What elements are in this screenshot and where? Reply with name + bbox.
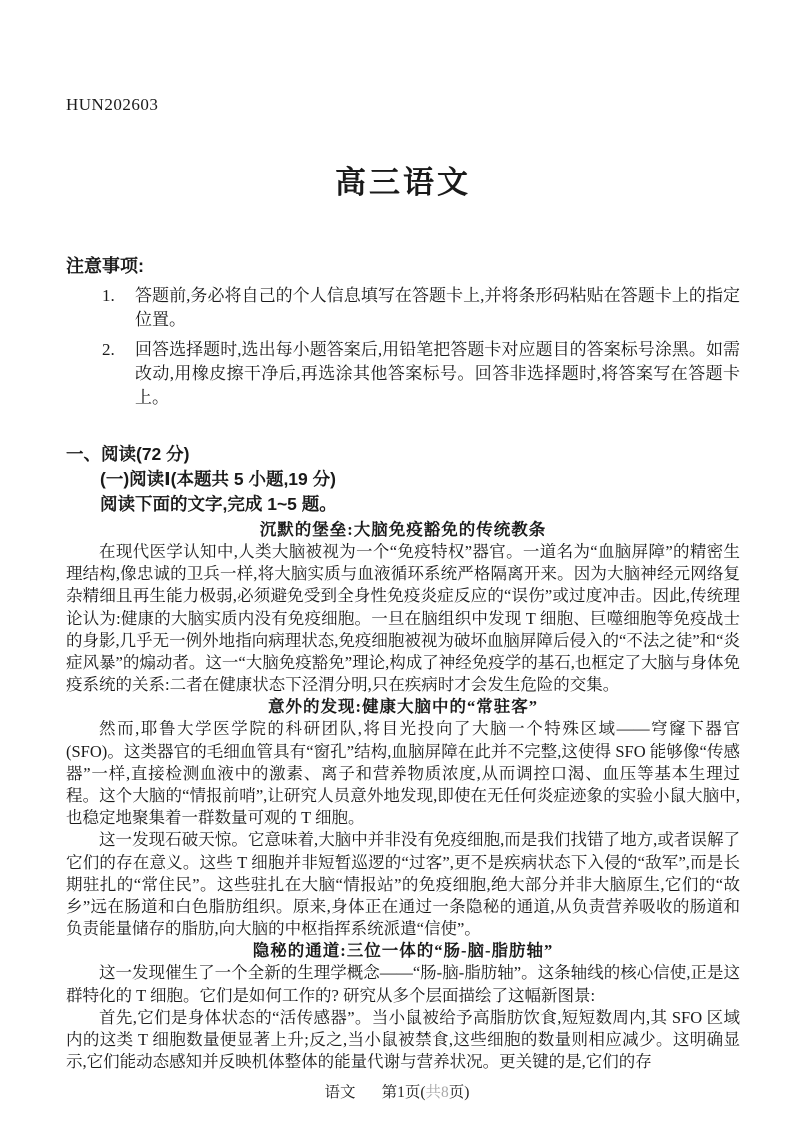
- part-heading: 一、阅读(72 分): [66, 444, 190, 464]
- subsection-heading: (一)阅读Ⅰ(本题共 5 小题,19 分): [100, 469, 336, 489]
- paper-code: HUN202603: [66, 95, 159, 114]
- notice-item-text: 回答选择题时,选出每小题答案后,用铅笔把答题卡对应题目的答案标号涂黑。如需改动,用橡皮擦干净后,再选涂其他答案标号。回答非选择题时,将答案写在答题卡上。: [135, 340, 740, 407]
- passage-paragraph: 然而,耶鲁大学医学院的科研团队,将目光投向了大脑一个特殊区域——穹窿下器官(SFO)。这类器官的毛细血管具有“窗孔”结构,血脑屏障在此并不完整,这使得 SFO 能够像“传感器”一样,直接检测血液中的激素、离子和营养物质浓度,从而调控口渴、血压等基本生理过程。这个大脑的“情报前哨”,让研究人员意外地发现,即使在无任何炎症迹象的实验小鼠大脑中,也稳定地聚集着一群数量可观的 T 细胞。: [66, 719, 740, 828]
- passage-heading: 隐秘的通道:三位一体的“肠-脑-脂肪轴”: [252, 941, 554, 961]
- reading-instruction: 阅读下面的文字,完成 1~5 题。: [100, 494, 337, 514]
- notice-item: [66, 284, 740, 332]
- footer-total-open: (: [420, 1084, 426, 1101]
- exam-title: 高三语文: [335, 165, 471, 200]
- footer-total-close: 页): [448, 1084, 470, 1101]
- notice-item-number: 2.: [102, 340, 115, 359]
- notice-item-text: 答题前,务必将自己的个人信息填写在答题卡上,并将条形码粘贴在答题卡上的指定位置。: [135, 286, 740, 329]
- passage-paragraph: 这一发现石破天惊。它意味着,大脑中并非没有免疫细胞,而是我们找错了地方,或者误解了它们的存在意义。这些 T 细胞并非短暂巡逻的“过客”,更不是疾病状态下入侵的“敌军”,而是长期驻扎的“常住民”。这些驻扎在大脑“情报站”的免疫细胞,绝大部分并非大脑原生,它们的“故乡”远在肠道和白色脂肪组织。原来,身体正在通过一条隐秘的通道,从负责营养吸收的肠道和负责能量储存的脂肪,向大脑的中枢指挥系统派遣“信使”。: [66, 830, 740, 939]
- passage-paragraph: 首先,它们是身体状态的“活传感器”。当小鼠被给予高脂肪饮食,短短数周内,其 SFO 区域内的这类 T 细胞数量便显著上升;反之,当小鼠被禁食,这些细胞的数量则相应减少。这明确显示,它们能动态感知并反映机体整体的能量代谢与营养状况。更关键的是,它们的存: [66, 1007, 740, 1072]
- footer-page-total: 共8: [425, 1084, 449, 1101]
- page-footer: [0, 1080, 794, 1102]
- passage-heading: 意外的发现:健康大脑中的“常驻客”: [268, 697, 538, 717]
- notice-item: [66, 338, 740, 410]
- footer-subject: 语文: [324, 1084, 356, 1101]
- passage-paragraph: 在现代医学认知中,人类大脑被视为一个“免疫特权”器官。一道名为“血脑屏障”的精密生理结构,像忠诚的卫兵一样,将大脑实质与血液循环系统严格隔离开来。因为大脑神经元网络复杂精细且再生能力极弱,必须避免受到全身性免疫炎症反应的“误伤”或过度冲击。因此,传统理论认为:健康的大脑实质内没有免疫细胞。一旦在脑组织中发现 T 细胞、巨噬细胞等免疫战士的身影,几乎无一例外地指向病理状态,免疫细胞被视为破坏血脑屏障后侵入的“不法之徒”和“炎症风暴”的煽动者。这一“大脑免疫豁免”理论,构成了神经免疫学的基石,也框定了大脑与身体免疫系统的关系:二者在健康状态下泾渭分明,只在疾病时才会发生危险的交集。: [66, 542, 740, 695]
- notice-heading: 注意事项:: [66, 256, 144, 276]
- passage-heading: 沉默的堡垒:大脑免疫豁免的传统教条: [259, 520, 547, 539]
- passage-paragraph: 这一发现催生了一个全新的生理学概念——“肠-脑-脂肪轴”。这条轴线的核心信使,正是这群特化的 T 细胞。它们是如何工作的? 研究从多个层面描绘了这幅新图景:: [66, 963, 740, 1005]
- notice-section: [66, 252, 740, 410]
- notice-item-number: 1.: [102, 286, 115, 305]
- reading-passage: [66, 519, 740, 1073]
- footer-page-number: 第1页: [381, 1084, 421, 1101]
- reading-section-header: [66, 442, 740, 517]
